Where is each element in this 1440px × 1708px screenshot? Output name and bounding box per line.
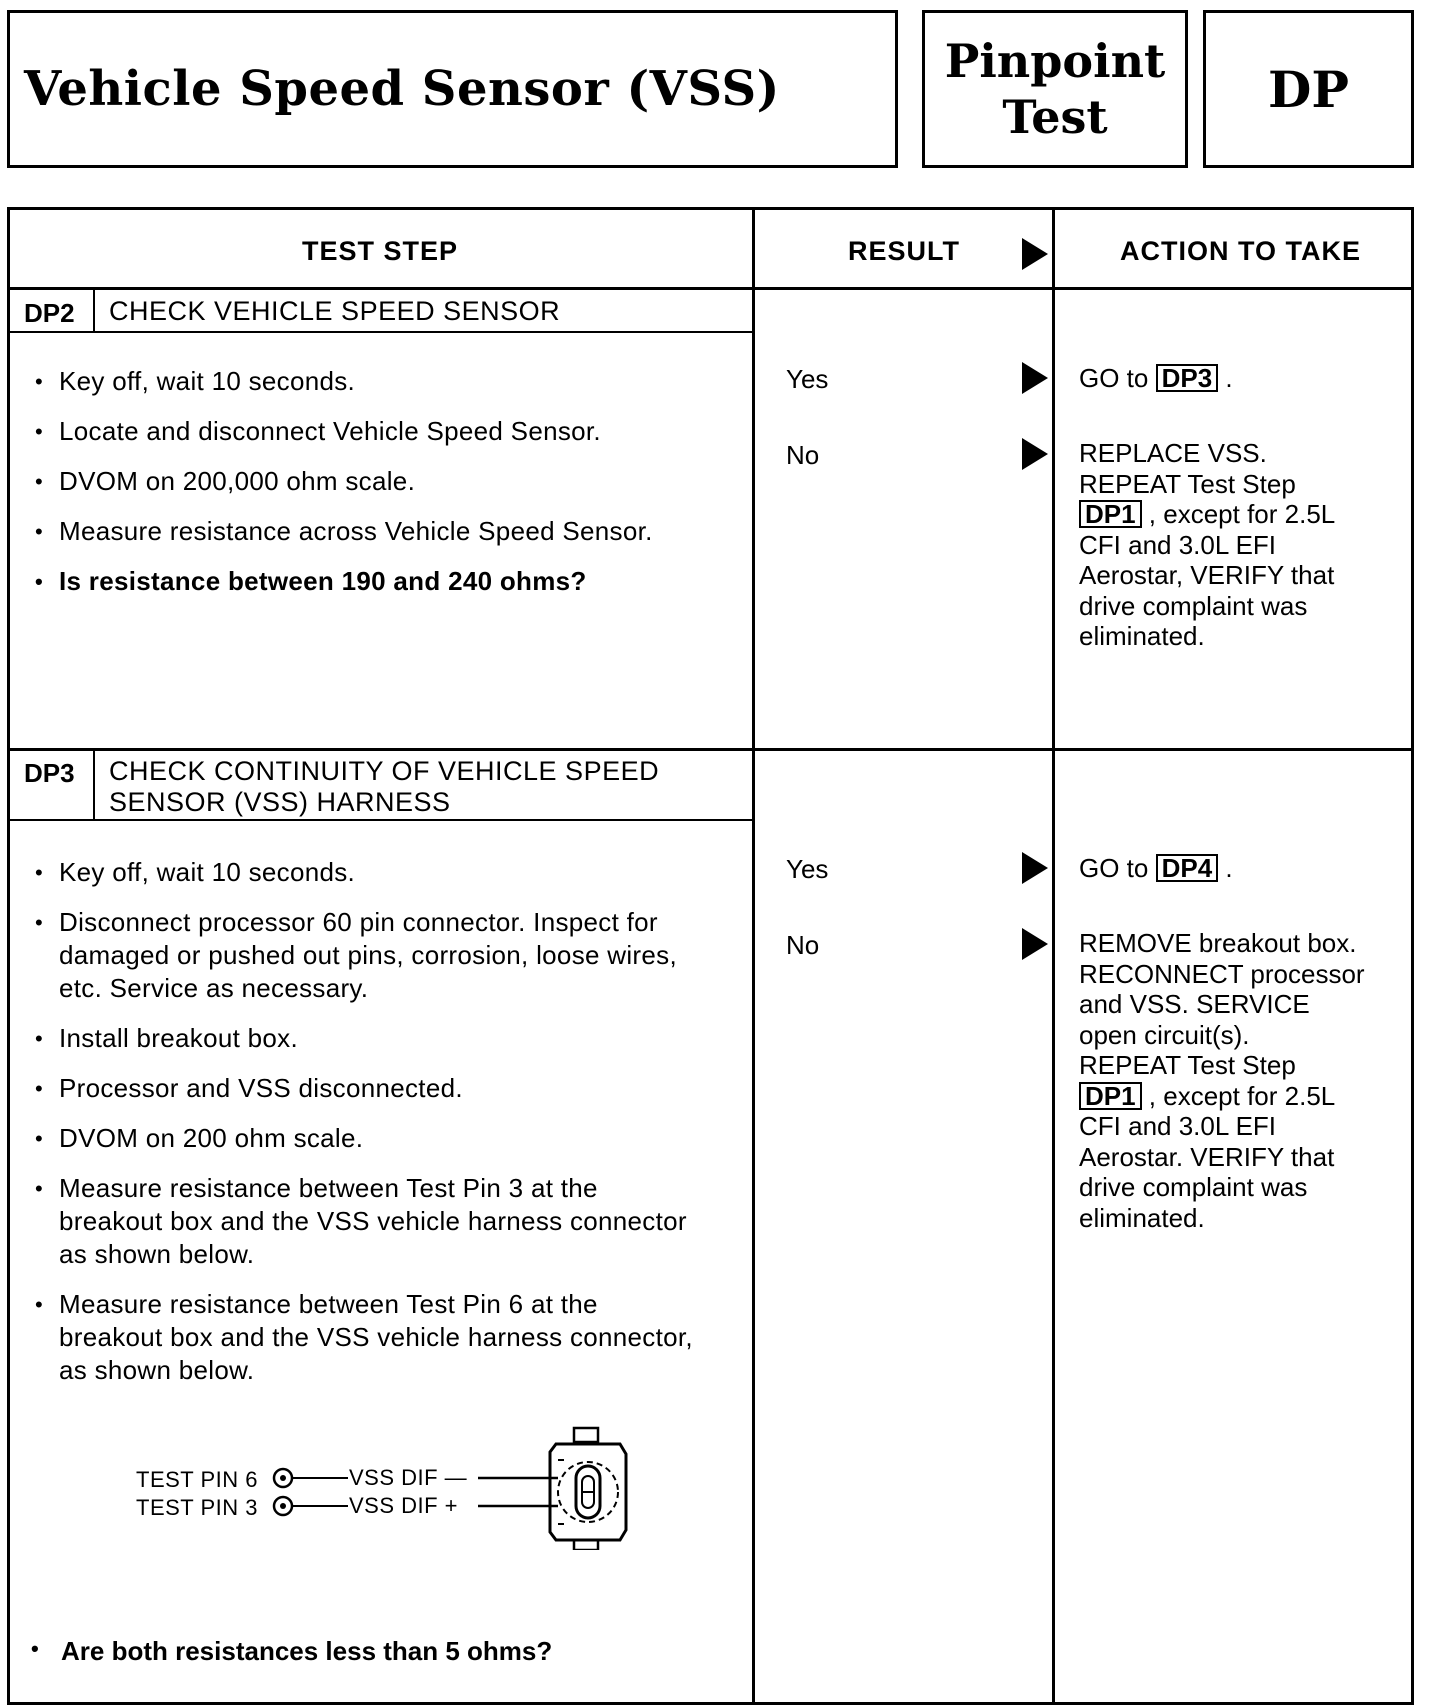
list-item: • Disconnect processor 60 pin connector. Inspect for damaged or pushed out pins, corrosion, loose wires, etc. Service as necessary.	[33, 906, 723, 1005]
list-item: • Measure resistance across Vehicle Speed Sensor.	[33, 515, 713, 548]
arrow-icon	[1022, 852, 1048, 884]
list-item: • Processor and VSS disconnected.	[33, 1072, 723, 1105]
dp3-action-yes	[1079, 853, 1409, 884]
dp2-action-yes	[1079, 363, 1409, 394]
action-line: drive complaint was	[1079, 1172, 1308, 1202]
arrow-icon	[1022, 928, 1048, 960]
action-line: REPEAT Test Step	[1079, 468, 1296, 499]
action-line: eliminated.	[1079, 621, 1205, 651]
list-item-question: • Is resistance between 190 and 240 ohms?	[33, 565, 713, 598]
header-row-divider	[7, 287, 1414, 290]
column-header-result: RESULT	[848, 236, 960, 266]
pinpoint-test-label: Pinpoint Test	[944, 34, 1166, 144]
vss-dif-plus-label: VSS DIF +	[349, 1493, 459, 1518]
action-text: .	[1218, 853, 1233, 883]
question-text: Are both resistances less than 5 ohms?	[61, 1636, 553, 1666]
dp2-instructions	[33, 365, 713, 615]
action-line: CFI and 3.0L EFI	[1079, 1111, 1277, 1141]
step-ref-dp1: DP1	[1079, 500, 1142, 528]
action-text: .	[1218, 363, 1233, 393]
step-title-line: CHECK CONTINUITY OF VEHICLE SPEED	[109, 756, 660, 786]
test-code: DP	[1268, 59, 1349, 119]
action-line: open circuit(s).	[1079, 1019, 1250, 1050]
step-id-dp3: DP3	[24, 758, 75, 788]
vss-dif-minus-label: VSS DIF —	[349, 1465, 468, 1490]
step-title-underline	[7, 819, 753, 821]
pinpoint-test-box	[922, 10, 1188, 168]
list-item: • DVOM on 200,000 ohm scale.	[33, 465, 713, 498]
action-line: eliminated.	[1079, 1202, 1205, 1233]
action-line: RECONNECT processor	[1079, 958, 1365, 989]
step-title-underline	[7, 331, 753, 333]
arrow-icon	[1022, 438, 1048, 470]
dp3-instructions	[33, 856, 723, 1404]
dp3-question	[33, 1636, 552, 1667]
action-line: REPLACE VSS.	[1079, 438, 1267, 468]
action-text: GO to	[1079, 363, 1156, 393]
title-box	[7, 10, 898, 168]
test-pin-3-label: TEST PIN 3	[136, 1495, 258, 1520]
dp3-result-no: No	[786, 930, 820, 960]
step-title-dp2: CHECK VEHICLE SPEED SENSOR	[109, 296, 561, 326]
list-item: • Measure resistance between Test Pin 6 at the breakout box and the VSS vehicle harness connector, as shown below.	[33, 1288, 699, 1387]
test-code-box	[1203, 10, 1414, 168]
action-line: and VSS. SERVICE	[1079, 989, 1310, 1019]
dp3-result-yes: Yes	[786, 854, 829, 884]
action-text: GO to	[1079, 853, 1156, 883]
step-id-dp2: DP2	[24, 298, 75, 328]
list-item: • Locate and disconnect Vehicle Speed Sensor.	[33, 415, 713, 448]
action-line: REMOVE breakout box.	[1079, 928, 1357, 958]
column-divider-action	[1052, 207, 1055, 1705]
step-id-divider	[93, 289, 95, 333]
list-item: • Measure resistance between Test Pin 3 at the breakout box and the VSS vehicle harness connector as shown below.	[33, 1172, 699, 1271]
action-line: CFI and 3.0L EFI	[1079, 529, 1277, 560]
step-ref-dp4: DP4	[1156, 854, 1219, 882]
vss-connector-icon	[550, 1428, 626, 1550]
list-item: • Key off, wait 10 seconds.	[33, 856, 723, 889]
list-item: • Key off, wait 10 seconds.	[33, 365, 713, 398]
page-title: Vehicle Speed Sensor (VSS)	[24, 61, 780, 117]
list-item: • Install breakout box.	[33, 1022, 723, 1055]
list-item: • DVOM on 200 ohm scale.	[33, 1122, 723, 1155]
result-arrow-icon	[1022, 238, 1048, 270]
test-pin-6-label: TEST PIN 6	[136, 1467, 258, 1492]
step-title-line: SENSOR (VSS) HARNESS	[109, 787, 451, 817]
dp2-result-no: No	[786, 440, 820, 470]
action-line: drive complaint was	[1079, 590, 1308, 621]
connector-drawing	[268, 1420, 638, 1550]
dp3-action-no	[1079, 928, 1409, 1233]
dp2-result-yes: Yes	[786, 364, 829, 394]
step-ref-dp3: DP3	[1156, 364, 1219, 392]
step-row-divider	[7, 748, 1414, 751]
step-ref-dp1: DP1	[1079, 1082, 1142, 1110]
action-line: REPEAT Test Step	[1079, 1050, 1296, 1080]
column-divider-result	[752, 207, 755, 1705]
action-line: Aerostar. VERIFY that	[1079, 1141, 1335, 1172]
action-text: , except for 2.5L	[1141, 1080, 1336, 1111]
action-line: Aerostar, VERIFY that	[1079, 560, 1335, 590]
step-id-divider	[93, 750, 95, 820]
action-text: , except for 2.5L	[1141, 499, 1336, 529]
step-title-dp3	[109, 756, 659, 818]
column-header-test-step: TEST STEP	[302, 236, 459, 266]
column-header-action: ACTION TO TAKE	[1120, 236, 1361, 266]
arrow-icon	[1022, 362, 1048, 394]
dp2-action-no	[1079, 438, 1409, 652]
